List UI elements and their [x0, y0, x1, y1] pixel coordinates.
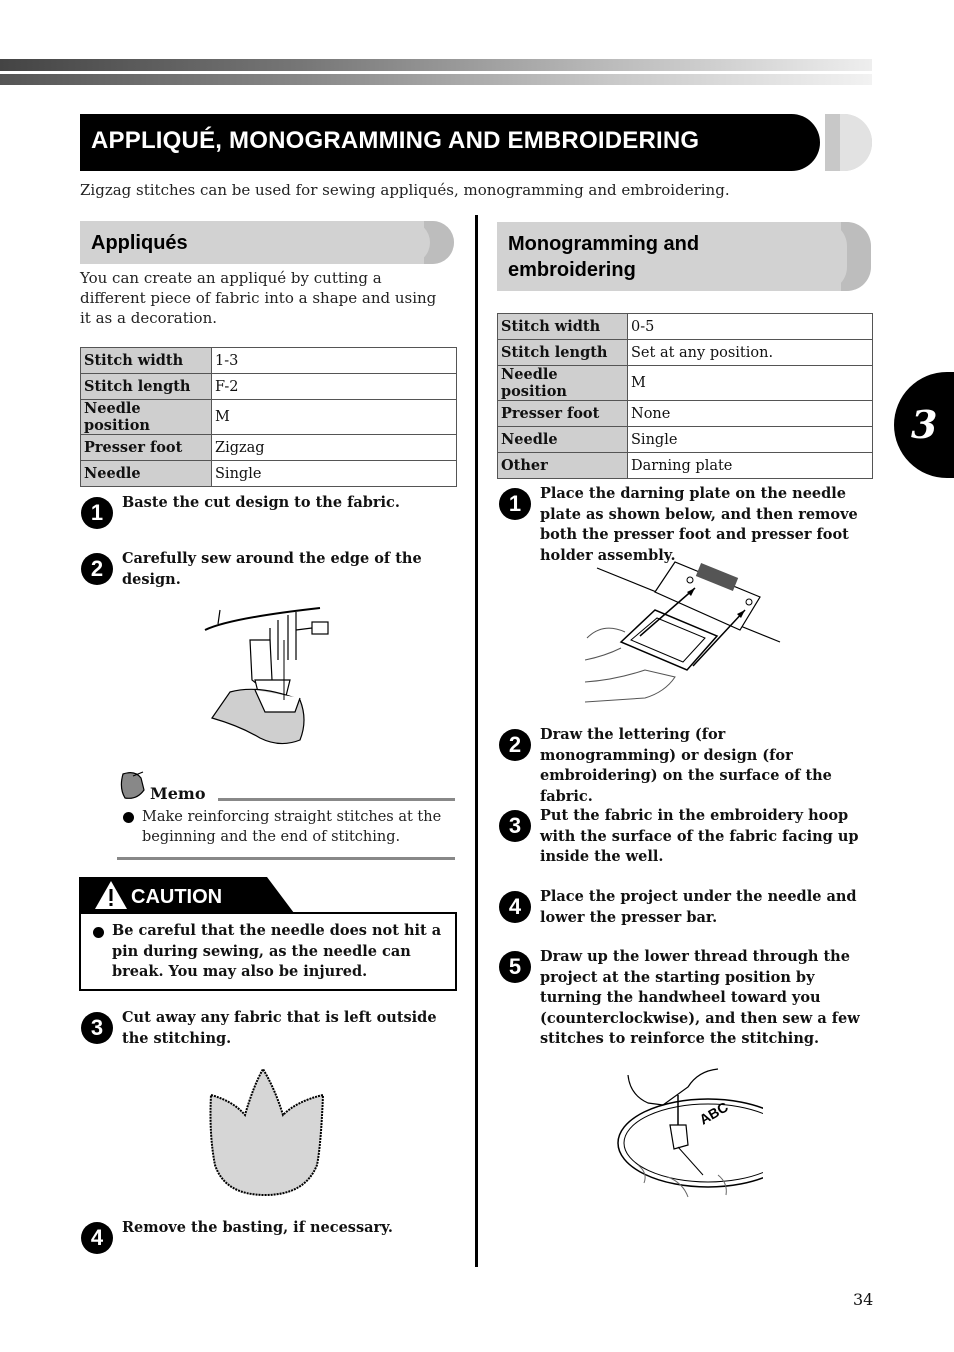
step-text: Remove the basting, if necessary. — [122, 1219, 393, 1236]
memo-text: Make reinforcing straight stitches at the beginning and the end of stitching. — [142, 809, 442, 845]
setting-value: None — [628, 401, 873, 427]
setting-name: Other — [498, 453, 628, 479]
darning-plate-illustration — [585, 552, 785, 707]
memo-box — [117, 770, 455, 860]
settings-row — [81, 461, 457, 487]
setting-value: Set at any position. — [628, 340, 873, 366]
setting-value: F-2 — [212, 374, 457, 400]
memo-label: Memo — [150, 784, 206, 803]
step-text: Draw the lettering (for monogramming) or design (for embroidering) on the surface of the fabric. — [540, 726, 832, 805]
setting-value: 1-3 — [212, 348, 457, 374]
tulip-applique-illustration — [205, 1065, 330, 1200]
setting-name: Needle position — [498, 366, 628, 401]
setting-name: Needle — [498, 427, 628, 453]
caution-box — [79, 912, 457, 991]
caution-tab — [79, 877, 294, 913]
monogramming-settings-table — [497, 313, 873, 479]
step-number: 4 — [499, 891, 531, 923]
embroidery-hoop-illustration — [608, 1065, 763, 1200]
appliques-description: You can create an appliqué by cutting a different piece of fabric into a shape and using it as a decoration. — [80, 269, 437, 327]
appliques-heading: Appliqués — [91, 232, 188, 254]
monogramming-heading-banner — [497, 222, 871, 291]
setting-name: Stitch length — [498, 340, 628, 366]
svg-text:ABC: ABC — [696, 1098, 731, 1128]
column-divider — [475, 215, 478, 1267]
caution-label: CAUTION — [131, 886, 223, 908]
step-number: 3 — [81, 1012, 113, 1044]
step-text: Carefully sew around the edge of the design. — [122, 550, 422, 588]
chapter-tab — [894, 372, 954, 478]
setting-value: Zigzag — [212, 435, 457, 461]
step-text: Cut away any fabric that is left outside the stitching. — [122, 1009, 437, 1047]
settings-row — [498, 340, 873, 366]
settings-row — [498, 366, 873, 401]
setting-name: Presser foot — [81, 435, 212, 461]
step-number: 1 — [499, 488, 531, 520]
intro-text: Zigzag stitches can be used for sewing appliqués, monogramming and embroidering. — [80, 181, 730, 199]
setting-value: M — [628, 366, 873, 401]
appliques-heading-banner — [80, 221, 454, 264]
page-title-banner — [80, 114, 872, 171]
setting-name: Presser foot — [498, 401, 628, 427]
settings-row — [81, 400, 457, 435]
setting-value: Single — [628, 427, 873, 453]
header-stripes — [0, 59, 872, 85]
step-number: 5 — [499, 951, 531, 983]
monogramming-heading-line2: embroidering — [508, 259, 636, 281]
setting-value: M — [212, 400, 457, 435]
setting-name: Stitch width — [498, 314, 628, 340]
settings-row — [498, 401, 873, 427]
caution-text: Be careful that the needle does not hit a pin during sewing, as the needle can break. You may also be injured. — [112, 922, 442, 980]
step-text: Draw up the lower thread through the project at the starting position by turning the handwheel toward you (counterclockwise), and then sew a few stitches to reinforce the stitching. — [540, 948, 860, 1047]
setting-value: Single — [212, 461, 457, 487]
step-number: 3 — [499, 810, 531, 842]
setting-name: Stitch width — [81, 348, 212, 374]
monogramming-heading-line1: Monogramming and — [508, 233, 700, 255]
sewing-foot-illustration — [200, 600, 340, 748]
settings-row — [498, 453, 873, 479]
settings-row — [498, 427, 873, 453]
step-text: Place the darning plate on the needle plate as shown below, and then remove both the presser foot and presser foot holder assembly. — [540, 485, 858, 564]
page-title: APPLIQUÉ, MONOGRAMMING AND EMBROIDERING — [91, 127, 700, 154]
setting-name: Needle position — [81, 400, 212, 435]
step-number: 4 — [81, 1222, 113, 1254]
chapter-number: 3 — [911, 402, 938, 447]
step-text: Put the fabric in the embroidery hoop with the surface of the fabric facing up inside the well. — [540, 807, 859, 865]
setting-value: Darning plate — [628, 453, 873, 479]
settings-row — [81, 435, 457, 461]
bullet-icon — [93, 927, 104, 938]
step-number: 2 — [499, 729, 531, 761]
settings-row — [81, 348, 457, 374]
setting-value: 0-5 — [628, 314, 873, 340]
appliques-settings-table — [80, 347, 457, 487]
settings-row — [81, 374, 457, 400]
step-text: Place the project under the needle and lower the presser bar. — [540, 888, 857, 926]
step-number: 1 — [81, 497, 113, 529]
page-number: 34 — [853, 1290, 874, 1309]
bullet-icon — [123, 812, 134, 823]
step-number: 2 — [81, 553, 113, 585]
setting-name: Needle — [81, 461, 212, 487]
step-text: Baste the cut design to the fabric. — [122, 494, 400, 511]
setting-name: Stitch length — [81, 374, 212, 400]
settings-row — [498, 314, 873, 340]
memo-bell-icon — [117, 770, 147, 802]
